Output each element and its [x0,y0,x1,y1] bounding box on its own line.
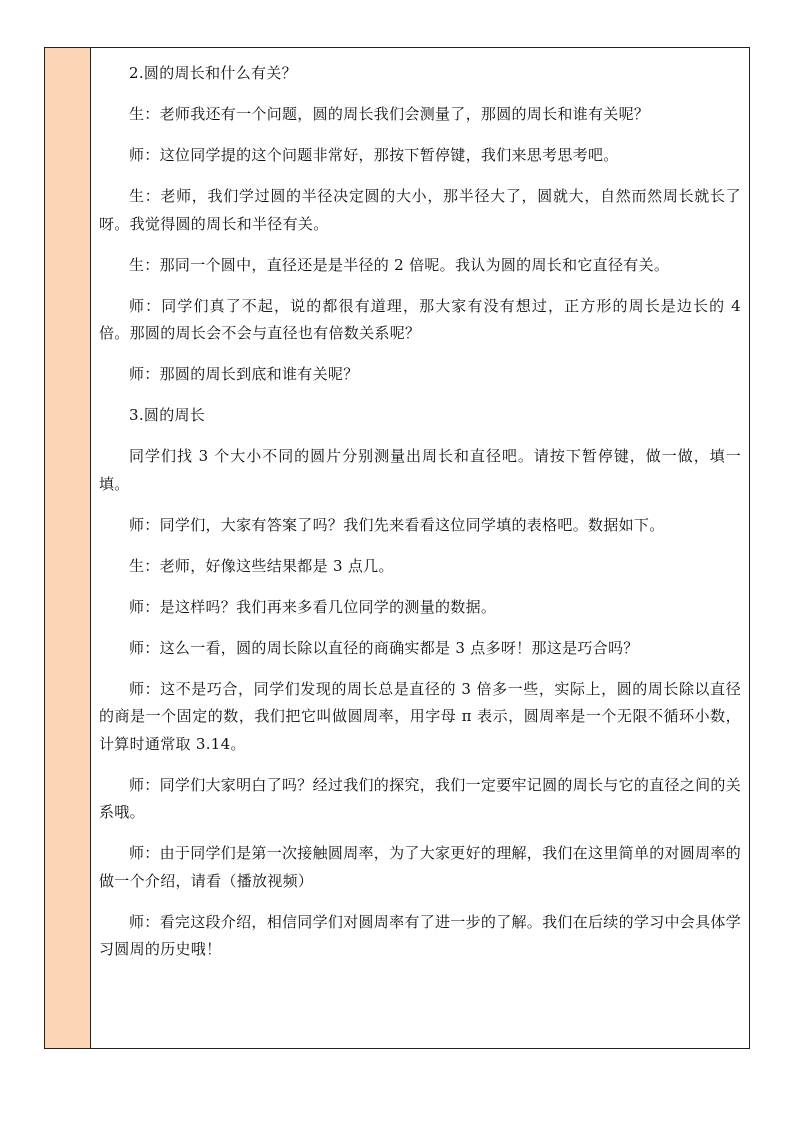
dialogue-paragraph: 生：老师，好像这些结果都是 3 点几。 [129,556,394,575]
dialogue-paragraph: 师：那圆的周长到底和谁有关呢？ [129,365,359,383]
section-heading-2: 2.圆的周长和什么有关？ [129,64,297,82]
dialogue-paragraph: 生：那同一个圆中，直径还是是半径的 2 倍呢。我认为圆的周长和它直径有关。 [129,255,670,274]
lesson-table [44,47,750,1049]
dialogue-paragraph: 师：这位同学提的这个问题非常好，那按下暂停键，我们来思考思考吧。 [129,146,619,164]
dialogue-paragraph: 师：同学们真了不起，说的都很有道理，那大家有没有想过，正方形的周长是边长的 4 倍。那圆的周长会不会与直径也有倍数关系呢？ [99,296,741,342]
instruction-paragraph: 同学们找 3 个大小不同的圆片分别测量出周长和直径吧。请按下暂停键，做一做，填一填。 [99,447,741,493]
side-label-column [45,48,91,1048]
section-heading-3: 3.圆的周长 [129,406,206,424]
lesson-content-cell [91,48,749,1048]
dialogue-paragraph: 师：同学们大家明白了吗？经过我们的探究，我们一定要牢记圆的周长与它的直径之间的关系哦。 [99,775,742,821]
dialogue-paragraph: 师：这不是巧合，同学们发现的周长总是直径的 3 倍多一些，实际上，圆的周长除以直径的商是一个固定的数，我们把它叫做圆周率，用字母 π 表示，圆周率是一个无限不循环小数，计算时通常取 3.14。 [99,679,741,753]
dialogue-paragraph: 生：老师我还有一个问题，圆的周长我们会测量了，那圆的周长和谁有关呢？ [129,105,650,123]
dialogue-paragraph: 师：这么一看，圆的周长除以直径的商确实都是 3 点多呀！那这是巧合吗？ [129,638,639,657]
dialogue-paragraph: 生：老师，我们学过圆的半径决定圆的大小，那半径大了，圆就大，自然而然周长就长了呀。我觉得圆的周长和半径有关。 [99,187,741,233]
dialogue-paragraph: 师：是这样吗？我们再来多看几位同学的测量的数据。 [129,597,497,616]
dialogue-paragraph: 师：看完这段介绍，相信同学们对圆周率有了进一步的了解。我们在后续的学习中会具体学习圆周的历史哦！ [99,912,742,958]
dialogue-paragraph: 师：由于同学们是第一次接触圆周率，为了大家更好的理解，我们在这里简单的对圆周率的做一个介绍，请看（播放视频） [99,844,742,890]
dialogue-paragraph: 师：同学们，大家有答案了吗？我们先来看看这位同学填的表格吧。数据如下。 [129,515,665,534]
